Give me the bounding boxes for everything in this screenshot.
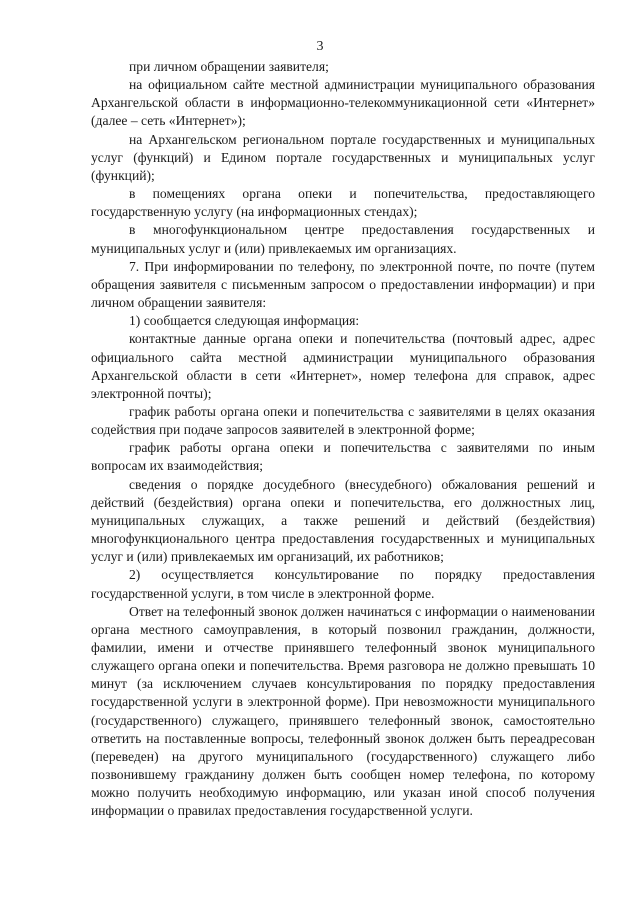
paragraph-subitem-1: 1) сообщается следующая информация: xyxy=(129,313,360,329)
paragraph-schedule-electronic: график работы органа опеки и попечительства с заявителями в целях оказания содействия при подаче запросов заявителей в электронной форме; xyxy=(91,403,595,438)
paragraph-phone-answer: Ответ на телефонный звонок должен начинаться с информации о наименовании органа местного самоуправления, в который позвонил гражданин, должности, фамилии, имени и отчестве принявшего телефонный звонок муниципального служащего органа опеки и попечительства. Время разговора не должно превышать 10 минут (за исключением случаев консультирования по порядку предоставления государственной услуги в электронной форме). При невозможности муниципального (государственного) служащего, принявшего телефонный звонок, самостоятельно ответить на поставленные вопросы, телефонный звонок должен быть переадресован (переведен) на другого муниципального (государственного) служащего либо позвонившему гражданину должен быть сообщен номер телефона, по которому можно получить необходимую информацию, или указан иной способ получения информации о правилах предоставления государственной услуги. xyxy=(91,603,595,819)
paragraph-official-website: на официальном сайте местной администрации муниципального образования Архангельской области в информационно-телекоммуникационной сети «Интернет» (далее – сеть «Интернет»); xyxy=(91,77,595,129)
paragraph-personal-appeal: при личном обращении заявителя; xyxy=(129,59,329,74)
paragraph-appeal-procedure: сведения о порядке досудебного (внесудебного) обжалования решений и действий (бездействия) органа опеки и попечительства, его должностных лиц, муниципальных служащих, а также решений и действий (бездействия) многофункционального центра предоставления государственных и муниципальных услуг и (или) привлекаемых им организаций, их работников; xyxy=(91,476,595,565)
document-body xyxy=(91,58,595,821)
paragraph-regional-portal: на Архангельском региональном портале государственных и муниципальных услуг (функций) и Едином портале государственных и муниципальных услуг (функций); xyxy=(91,131,595,183)
paragraph-schedule-other: график работы органа опеки и попечительства с заявителями по иным вопросам их взаимодействия; xyxy=(91,440,595,474)
paragraph-item-7: 7. При информировании по телефону, по электронной почте, по почте (путем обращения заявителя с письменным запросом о предоставлении информации) и при личном обращении заявителя: xyxy=(91,258,595,311)
page-number: 3 xyxy=(316,39,324,54)
paragraph-info-stands: в помещениях органа опеки и попечительства, предоставляющего государственную услугу (на информационных стендах); xyxy=(91,186,595,220)
paragraph-mfc: в многофункциональном центре предоставления государственных и муниципальных услуг и (или) привлекаемых им организациях. xyxy=(91,222,595,256)
paragraph-subitem-2: 2) осуществляется консультирование по порядку предоставления государственной услуги, в том числе в электронной форме. xyxy=(91,567,595,601)
paragraph-contact-data: контактные данные органа опеки и попечительства (почтовый адрес, адрес официального сайта местной администрации муниципального образования Архангельской области в сети «Интернет», номер телефона для справок, адрес электронной почты); xyxy=(91,331,595,401)
